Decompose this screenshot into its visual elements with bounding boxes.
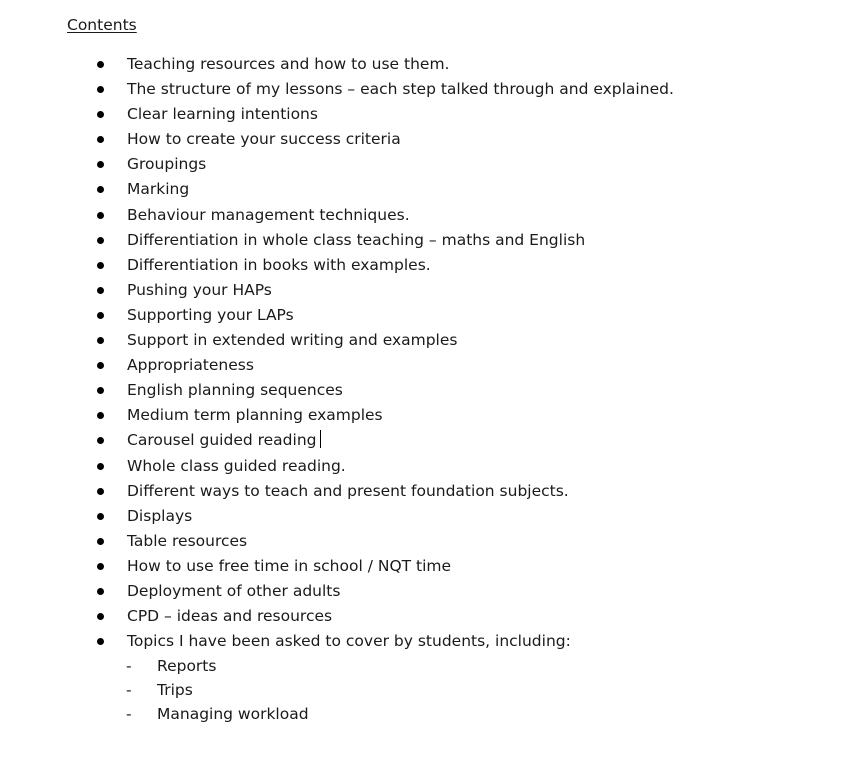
bullet-icon bbox=[97, 111, 104, 118]
dash-marker: - bbox=[126, 681, 132, 699]
list-item-text: Teaching resources and how to use them. bbox=[127, 55, 450, 73]
bullet-icon bbox=[97, 212, 104, 219]
sub-list-item-text: Managing workload bbox=[157, 705, 309, 723]
bullet-icon bbox=[97, 337, 104, 344]
bullet-icon bbox=[97, 412, 104, 419]
list-item-text: Behaviour management techniques. bbox=[127, 205, 410, 224]
list-item-text: How to use free time in school / NQT time bbox=[127, 556, 452, 575]
dash-marker: - bbox=[126, 705, 132, 723]
bullet-icon bbox=[97, 563, 104, 570]
bullet-icon bbox=[97, 287, 104, 294]
bullet-icon bbox=[97, 638, 104, 645]
bullet-icon bbox=[97, 186, 104, 193]
bullet-icon bbox=[97, 61, 104, 68]
list-item-with-cursor[interactable] bbox=[127, 428, 321, 453]
contents-heading: Contents bbox=[67, 16, 137, 34]
list-item-text: Differentiation in whole class teaching – maths and English bbox=[127, 230, 586, 249]
list-item-text: Differentiation in books with examples. bbox=[127, 255, 431, 274]
bullet-icon bbox=[97, 488, 104, 495]
list-item-text: Carousel guided reading bbox=[127, 431, 317, 450]
list-item-text: Groupings bbox=[127, 155, 207, 174]
bullet-icon bbox=[97, 362, 104, 369]
sub-list-item-text: Trips bbox=[157, 681, 193, 699]
list-item-text: English planning sequences bbox=[127, 381, 343, 400]
list-item-text: Medium term planning examples bbox=[127, 406, 383, 425]
list-item-text: Marking bbox=[127, 180, 190, 199]
sub-list-item-text: Reports bbox=[157, 657, 217, 675]
bullet-icon bbox=[97, 463, 104, 470]
dash-marker: - bbox=[126, 657, 132, 675]
list-item-text: Supporting your LAPs bbox=[127, 305, 294, 324]
bullet-icon bbox=[97, 588, 104, 595]
bullet-icon bbox=[97, 613, 104, 620]
bullet-icon bbox=[97, 237, 104, 244]
bullet-icon bbox=[97, 136, 104, 143]
bullet-icon bbox=[97, 513, 104, 520]
bullet-icon bbox=[97, 262, 104, 269]
bullet-icon bbox=[97, 538, 104, 545]
bullet-icon bbox=[97, 161, 104, 168]
list-item-text: Table resources bbox=[127, 531, 248, 550]
list-item-text: Different ways to teach and present foundation subjects. bbox=[127, 481, 569, 500]
list-item-text: CPD – ideas and resources bbox=[127, 607, 333, 626]
list-item-text: Whole class guided reading. bbox=[127, 456, 346, 475]
bullet-icon bbox=[97, 437, 104, 444]
bullet-icon bbox=[97, 86, 104, 93]
list-item-text: Deployment of other adults bbox=[127, 581, 341, 600]
list-item-text: The structure of my lessons – each step talked through and explained. bbox=[127, 80, 674, 99]
list-item-text: Support in extended writing and examples bbox=[127, 331, 458, 350]
text-cursor bbox=[320, 430, 321, 448]
bullet-icon bbox=[97, 387, 104, 394]
list-item-text: Topics I have been asked to cover by students, including: bbox=[127, 632, 571, 651]
list-item-text: Pushing your HAPs bbox=[127, 280, 272, 299]
list-item-text: Clear learning intentions bbox=[127, 105, 318, 124]
list-item-text: How to create your success criteria bbox=[127, 130, 401, 149]
list-item-text: Appropriateness bbox=[127, 356, 254, 375]
list-item-text: Displays bbox=[127, 506, 193, 525]
bullet-icon bbox=[97, 312, 104, 319]
